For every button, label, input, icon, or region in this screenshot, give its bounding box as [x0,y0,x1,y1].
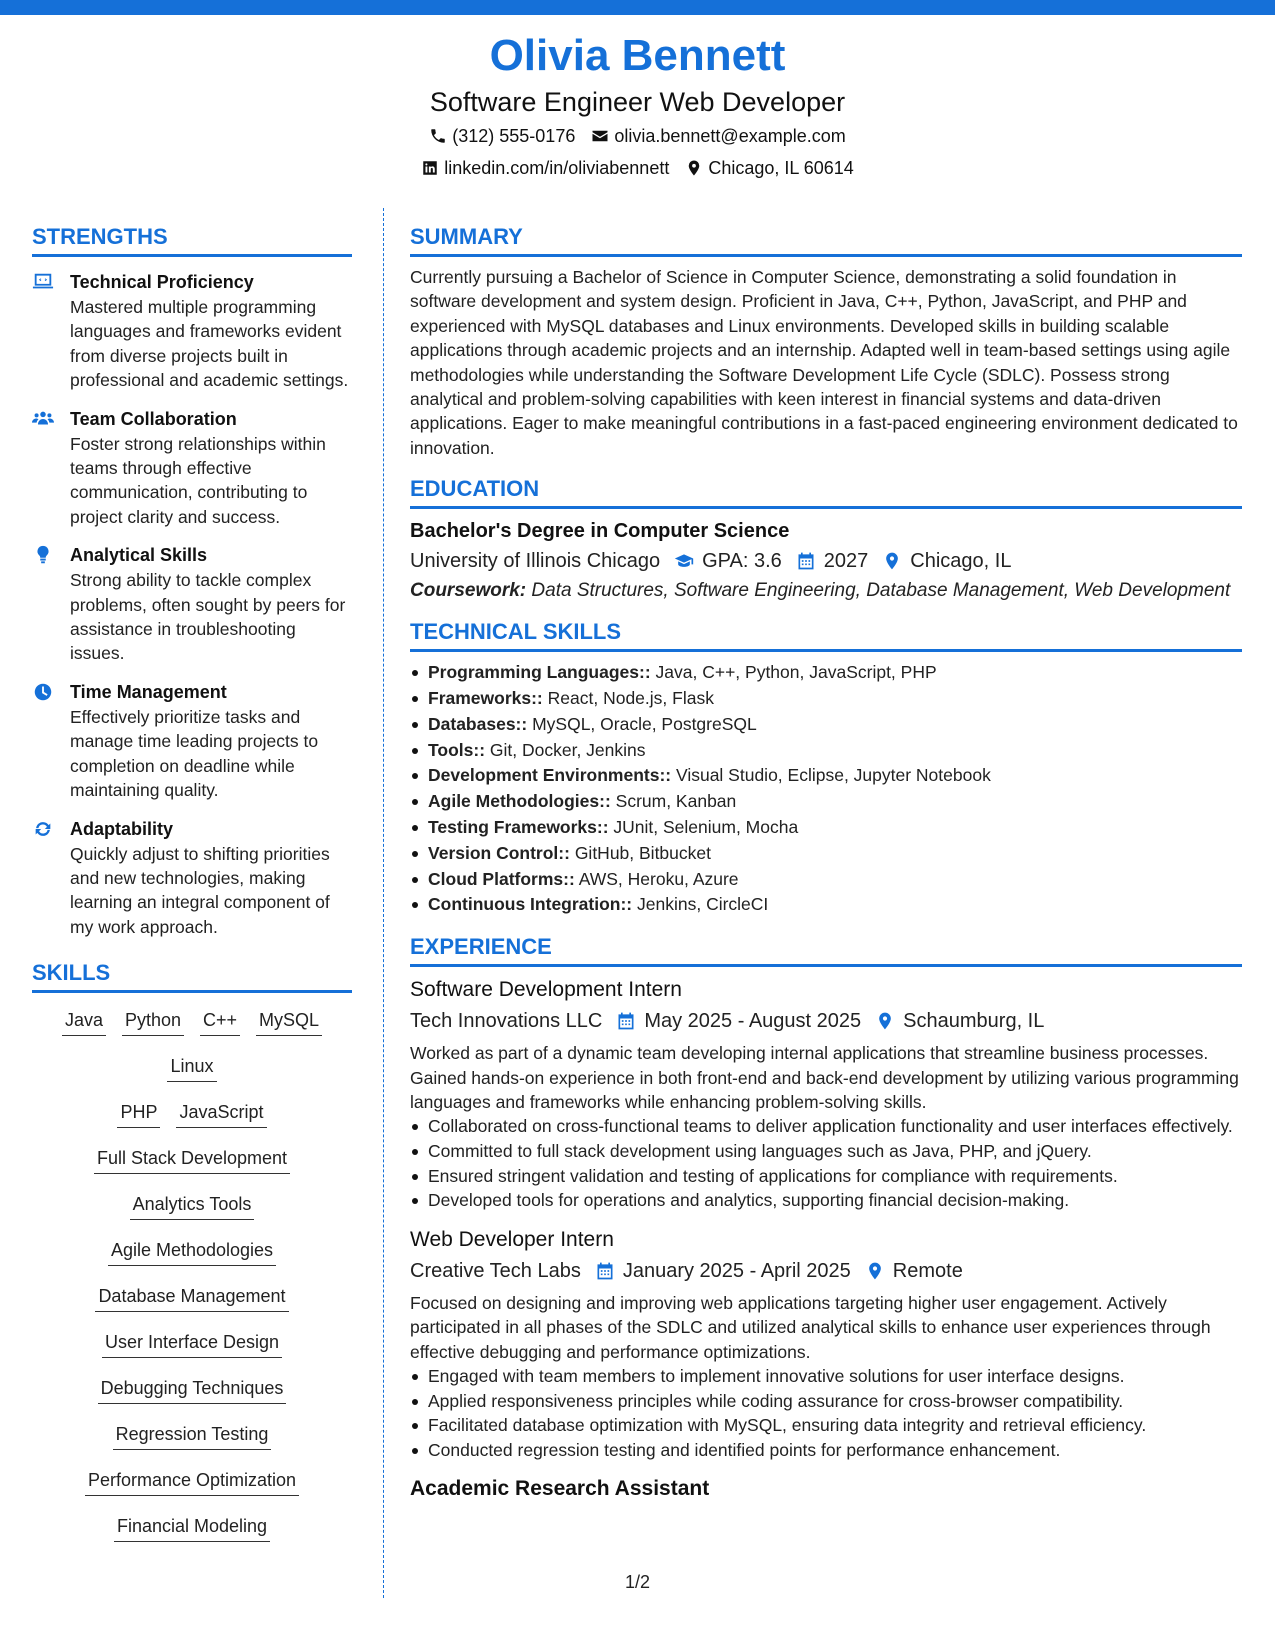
coursework [410,579,1242,603]
gpa-text: GPA: 3.6 [702,550,782,573]
users-icon [32,409,54,429]
skill-value: AWS, Heroku, Azure [574,868,739,889]
strength-item [32,406,352,530]
skill-tag: Database Management [95,1283,288,1312]
company-name: Creative Tech Labs [410,1259,581,1282]
skill-label: Agile Methodologies:: [428,791,611,812]
linkedin-contact[interactable] [421,152,669,184]
strength-title: Analytical Skills [70,545,208,566]
job-dates: January 2025 - April 2025 [622,1259,851,1282]
phone-icon [429,127,447,145]
skill-label: Continuous Integration:: [428,894,633,915]
list-item: Ensured stringent validation and testing of applications for compliance with requirements. [410,1164,1242,1189]
skill-tag: Performance Optimization [85,1467,299,1496]
strength-desc: Foster strong relationships within teams through effective communication, contributing to project clarity and success. [70,433,326,527]
grad-year: 2027 [823,550,869,573]
skill-tag: Full Stack Development [94,1145,290,1174]
map-pin-icon [882,551,902,571]
strengths-heading: STRENGTHS [32,222,352,257]
sync-icon [32,819,54,839]
column-divider [383,208,384,1598]
job-bullets [410,1114,1242,1212]
school-location: Chicago, IL [910,550,1012,573]
skill-label: Version Control:: [428,842,570,863]
lightbulb-icon [32,545,54,565]
list-item [410,712,1242,738]
summary-text: Currently pursuing a Bachelor of Science in Computer Science, demonstrating a solid foundation in software development and system design. Proficient in Java, C++, Python, JavaScript, and PHP and experienced with MySQL databases and Linux environments. Developed skills in building scalable applications through academic projects and an internship. Adapted well in team-based settings using agile methodologies while understanding the Software Development Life Cycle (SDLC). Possess strong analytical and problem-solving capabilities with keen interest in financial systems and data-driven applications. Eager to make meaningful contributions in a fast-paced engineering environment dedicated to innovation. [410,267,1238,458]
skill-tag: Debugging Techniques [98,1375,287,1404]
calendar-icon [616,1011,636,1031]
strength-title: Team Collaboration [70,408,237,429]
skill-value: Java, C++, Python, JavaScript, PHP [650,662,937,683]
skill-value: JUnit, Selenium, Mocha [608,817,799,838]
calendar-icon [595,1261,615,1281]
list-item [410,892,1242,918]
strength-item [32,679,352,803]
list-item: Engaged with team members to implement innovative solutions for user interface designs. [410,1364,1242,1389]
coursework-label: Coursework: [410,580,527,602]
job-summary: Focused on designing and improving web applications targeting higher user engagement. Actively participated in all phases of the SDLC and utilized analytical skills to enhance user experiences through effective debugging and performance optimizations. [410,1292,1211,1362]
list-item: Conducted regression testing and identified points for performance enhancement. [410,1438,1242,1463]
list-item [410,789,1242,815]
education-meta [410,545,1242,577]
calendar-icon [796,551,816,571]
candidate-name: Olivia Bennett [489,31,786,80]
email-text[interactable]: olivia.bennett@example.com [614,126,846,146]
skill-label: Tools:: [428,739,486,760]
strength-item [32,542,352,666]
school-name: University of Illinois Chicago [410,550,661,573]
coursework-list: Data Structures, Software Engineering, Database Management, Web Development [526,580,1231,602]
contact-row-1 [0,120,1275,152]
location-text: Chicago, IL 60614 [708,158,854,178]
job-title: Software Development Intern [410,978,682,1002]
skill-value: Git, Docker, Jenkins [485,739,646,760]
summary-heading: SUMMARY [410,222,1242,257]
skill-label: Frameworks:: [428,688,543,709]
skill-label: Development Environments:: [428,765,672,786]
company-name: Tech Innovations LLC [410,1010,603,1033]
job-bullets [410,1364,1242,1462]
phone-text: (312) 555-0176 [452,126,576,146]
skills-tags [32,1007,352,1559]
email-contact[interactable] [591,120,845,152]
resume-header [0,28,1275,184]
left-column [32,222,352,1559]
map-pin-icon [865,1261,885,1281]
list-item [410,815,1242,841]
page-number: 1/2 [624,1572,651,1592]
skill-tag: Analytics Tools [130,1191,255,1220]
skill-value: Jenkins, CircleCI [632,894,769,915]
map-pin-icon [875,1011,895,1031]
job-location: Schaumburg, IL [903,1010,1045,1033]
strength-desc: Strong ability to tackle complex problems, often sought by peers for assistance in troubleshooting issues. [70,570,346,664]
list-item: Applied responsiveness principles while coding assurance for cross-browser compatibility. [410,1389,1242,1414]
top-accent-bar [0,0,1275,15]
list-item [410,763,1242,789]
skill-tag: Financial Modeling [114,1513,270,1542]
skill-tag: Java [62,1007,106,1036]
clock-icon [32,682,54,702]
skill-tag: Python [122,1007,184,1036]
list-item [410,841,1242,867]
strength-desc: Effectively prioritize tasks and manage time leading projects to completion on deadline while maintaining quality. [70,706,319,801]
strength-item [32,816,352,940]
job-dates: May 2025 - August 2025 [644,1010,862,1033]
contact-row-2 [0,152,1275,184]
list-item: Facilitated database optimization with MySQL, ensuring data integrity and retrieval efficiency. [410,1413,1242,1438]
right-column [410,222,1242,1504]
technical-skills-list [410,660,1242,918]
skill-value: Scrum, Kanban [610,791,737,812]
skill-tag: User Interface Design [102,1329,282,1358]
map-pin-icon [685,159,703,177]
job-summary: Worked as part of a dynamic team developing internal applications that streamline business processes. Gained hands-on experience in both front-end and back-end development by utilizing various programming languages and frameworks while enhancing problem-solving skills. [410,1043,1239,1113]
list-item [410,738,1242,764]
degree-title: Bachelor's Degree in Computer Science [410,520,790,543]
experience-heading: EXPERIENCE [410,932,1242,967]
skill-tag: JavaScript [176,1099,266,1128]
job-location: Remote [892,1259,963,1282]
job-title: Academic Research Assistant [410,1477,710,1501]
skill-label: Databases:: [428,713,528,734]
skill-label: Cloud Platforms:: [428,868,575,889]
laptop-code-icon [32,272,54,292]
skill-tag: Agile Methodologies [108,1237,276,1266]
skill-label: Testing Frameworks:: [428,817,609,838]
skill-tag: Linux [167,1053,216,1082]
skill-tag: PHP [117,1099,160,1128]
strength-title: Time Management [70,681,227,702]
skill-tag: Regression Testing [113,1421,272,1450]
envelope-icon [591,127,609,145]
skill-value: GitHub, Bitbucket [569,842,711,863]
job-title: Web Developer Intern [410,1227,614,1251]
skill-value: React, Node.js, Flask [542,688,714,709]
strength-item [32,269,352,393]
skill-value: MySQL, Oracle, PostgreSQL [527,713,757,734]
job-meta [410,1005,1242,1037]
list-item [410,686,1242,712]
skills-heading: SKILLS [32,958,352,993]
list-item [410,867,1242,893]
list-item: Collaborated on cross-functional teams to deliver application functionality and user interfaces effectively. [410,1114,1242,1139]
list-item [410,660,1242,686]
linkedin-icon [421,159,439,177]
skill-value: Visual Studio, Eclipse, Jupyter Notebook [671,765,991,786]
technical-skills-heading: TECHNICAL SKILLS [410,617,1242,652]
candidate-title: Software Engineer Web Developer [429,87,846,117]
strength-desc: Mastered multiple programming languages and frameworks evident from diverse projects built in professional and academic settings. [70,297,349,391]
list-item: Developed tools for operations and analytics, supporting financial decision-making. [410,1188,1242,1213]
phone-contact [429,120,575,152]
list-item: Committed to full stack development using languages such as Java, PHP, and jQuery. [410,1139,1242,1164]
location-contact [685,152,853,184]
skill-label: Programming Languages:: [428,662,651,683]
skill-tag: C++ [200,1007,240,1036]
strength-desc: Quickly adjust to shifting priorities and new technologies, making learning an integral component of my work approach. [70,843,330,937]
linkedin-text[interactable]: linkedin.com/in/oliviabennett [444,158,670,178]
job-meta [410,1255,1242,1287]
skill-tag: MySQL [256,1007,322,1036]
graduation-cap-icon [674,551,694,571]
strength-title: Adaptability [70,818,174,839]
strength-title: Technical Proficiency [70,272,254,292]
education-heading: EDUCATION [410,474,1242,509]
